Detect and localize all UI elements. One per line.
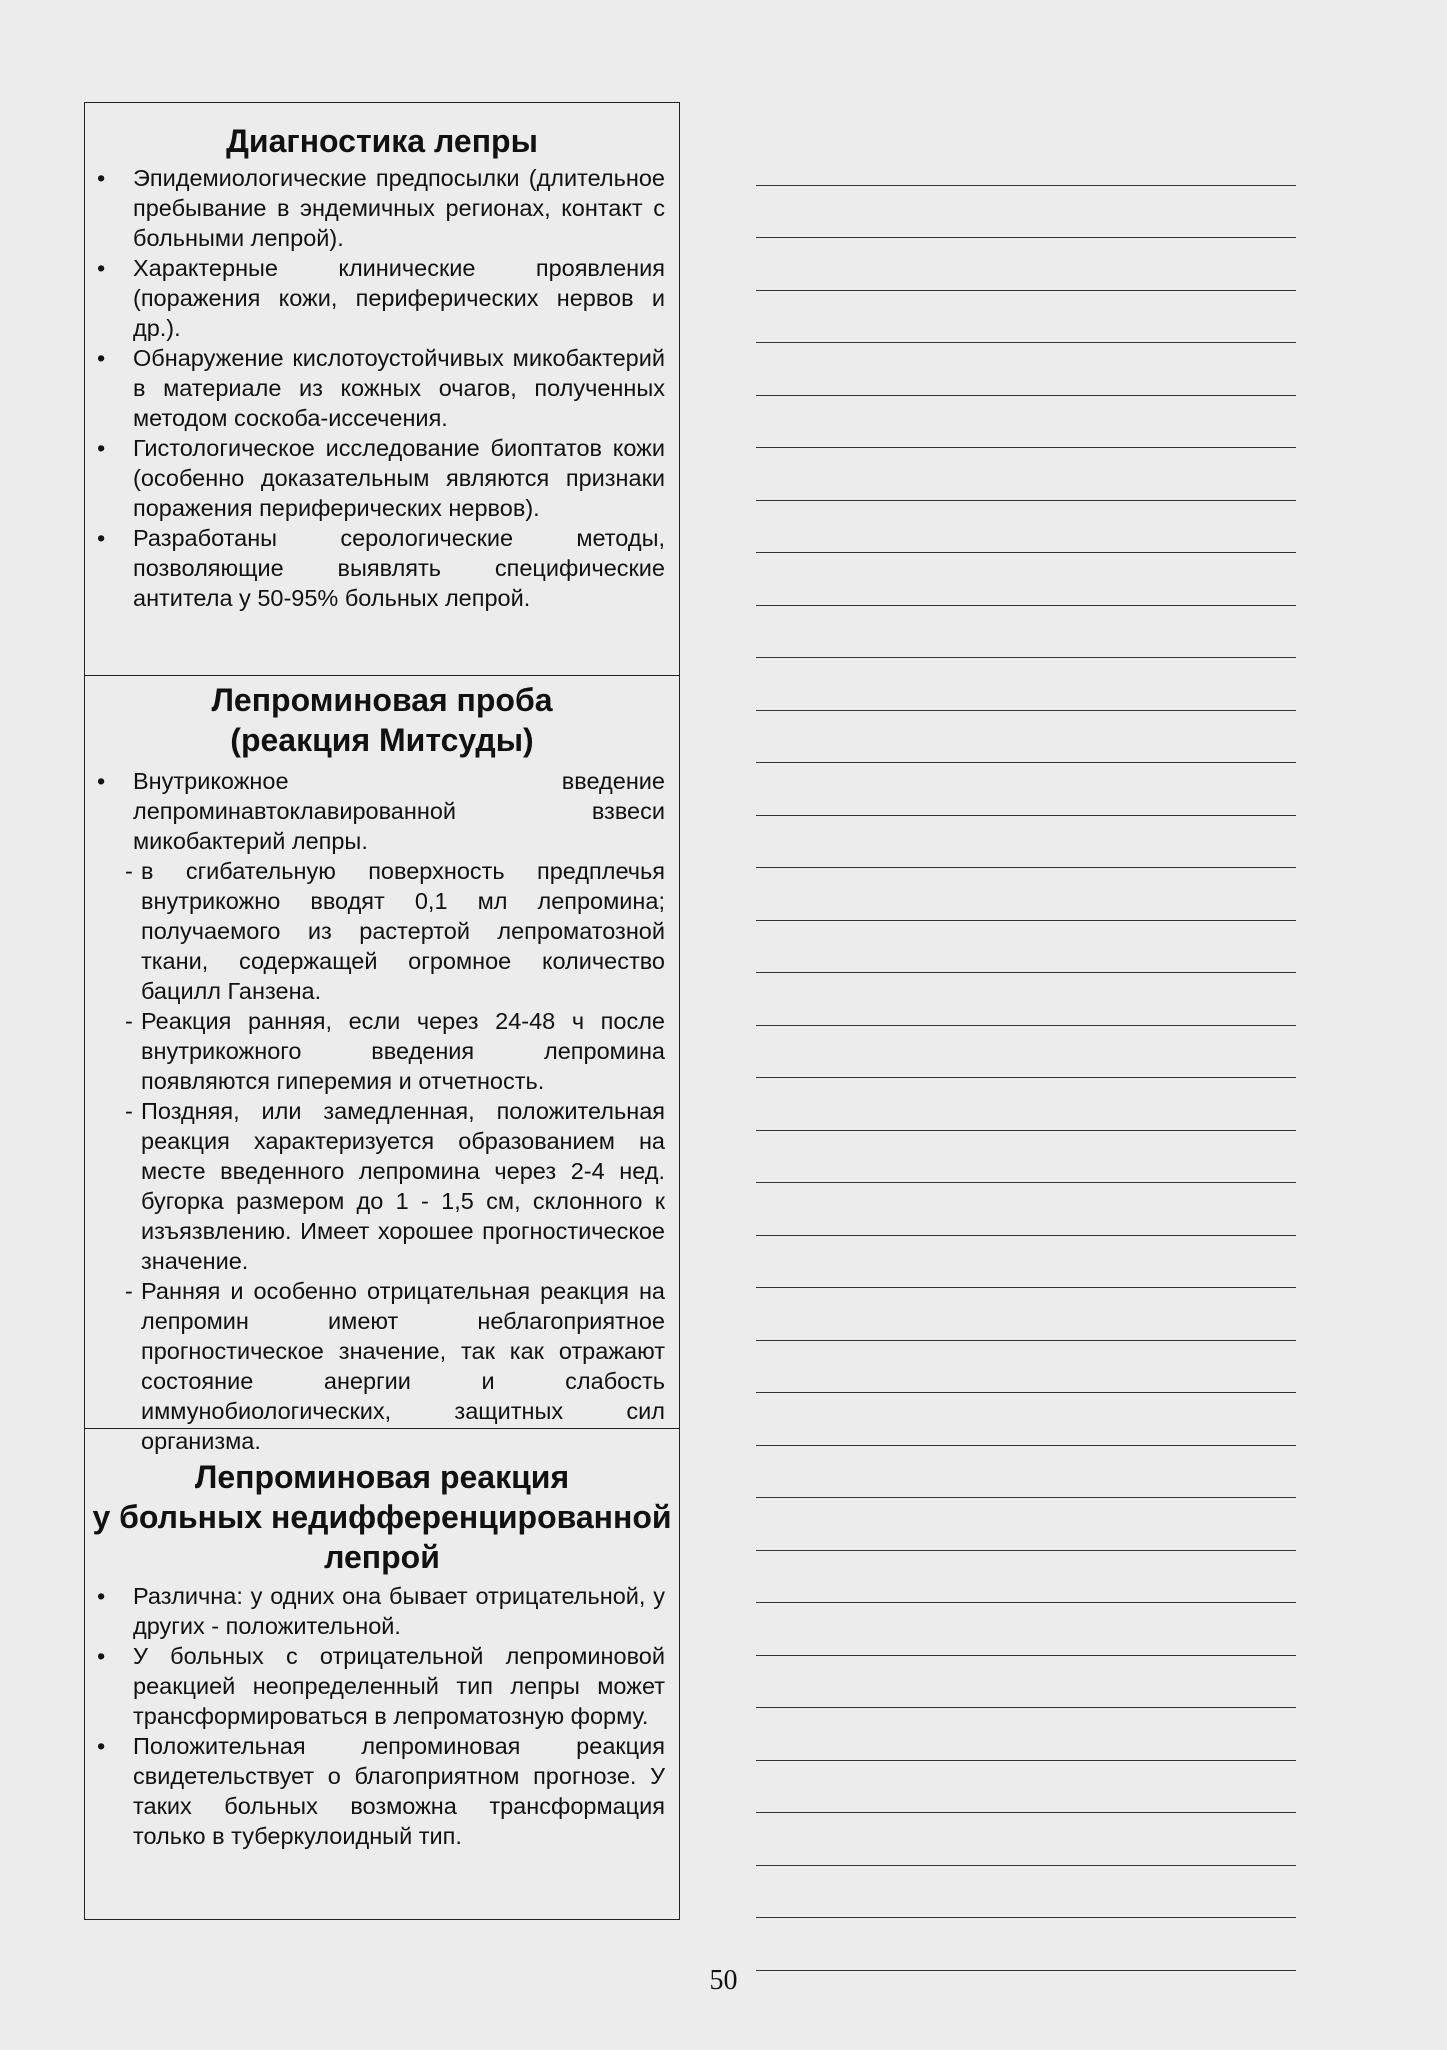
note-line <box>756 1341 1296 1394</box>
note-line <box>756 711 1296 764</box>
note-line <box>756 1131 1296 1184</box>
note-line <box>756 1551 1296 1604</box>
section-title: Лепроминовая проба (реакция Митсуды) <box>211 682 553 758</box>
note-line <box>756 553 1296 606</box>
list-item: • Характерные клинические проявления (поражения кожи, периферических нервов и др.). <box>85 253 679 343</box>
sub-list-item: - Ранняя и особенно отрицательная реакция на лепромин имеют неблагоприятное прогностическое значение, так как отражают состояние анергии и слабость иммунобиологических, защитных сил организма. <box>115 1276 679 1456</box>
note-line <box>756 1446 1296 1499</box>
note-line <box>756 238 1296 291</box>
page-number: 50 <box>709 1965 738 1996</box>
note-line <box>756 186 1296 239</box>
note-line <box>756 448 1296 501</box>
list-item: • Обнаружение кислотоустойчивых микобактерий в материале из кожных очагов, полученных методом соскоба-иссечения. <box>85 343 679 433</box>
sub-list-wrapper <box>85 856 679 1456</box>
note-line <box>756 501 1296 554</box>
section-title: Лепроминовая реакция у больных недифференцированной лепрой <box>92 1459 672 1575</box>
list-item: • У больных с отрицательной лепроминовой реакцией неопределенный тип лепры может трансформироваться в лепроматозную форму. <box>85 1641 679 1731</box>
section-leprosy-diagnosis <box>85 103 679 675</box>
note-line <box>756 1393 1296 1446</box>
note-line <box>756 1866 1296 1919</box>
note-line <box>756 921 1296 974</box>
note-line <box>756 1026 1296 1079</box>
note-line <box>756 1918 1296 1971</box>
note-line <box>756 816 1296 869</box>
note-line <box>756 133 1296 186</box>
list-item: • Гистологическое исследование биоптатов кожи (особенно доказательным являются признаки поражения периферических нервов). <box>85 433 679 523</box>
note-line <box>756 396 1296 449</box>
note-line <box>756 291 1296 344</box>
section-lepromin-test <box>85 675 679 1454</box>
sub-list-item: - Реакция ранняя, если через 24-48 ч после внутрикожного введения лепромина появляются гиперемия и отчетность. <box>115 1006 679 1096</box>
note-line <box>756 1603 1296 1656</box>
dash-list <box>115 856 679 1456</box>
notes-lines <box>756 133 1296 1971</box>
bullet-list <box>85 1581 679 1851</box>
sub-list-item: - Поздняя, или замедленная, положительная реакция характеризуется образованием на месте введенного лепромина через 2-4 нед. бугорка размером до 1 - 1,5 см, склонного к изъязвлению. Имеет хорошее прогностическое значение. <box>115 1096 679 1276</box>
note-line <box>756 1708 1296 1761</box>
note-line <box>756 1498 1296 1551</box>
list-item: • Внутрикожное введение лепроминавтоклавированной взвеси микобактерий лепры. <box>85 766 679 856</box>
note-line <box>756 973 1296 1026</box>
note-line <box>756 1656 1296 1709</box>
note-line <box>756 606 1296 659</box>
note-line <box>756 658 1296 711</box>
note-line <box>756 1078 1296 1131</box>
section-title: Диагностика лепры <box>226 123 538 159</box>
content-box <box>84 102 680 1920</box>
list-item: • Эпидемиологические предпосылки (длительное пребывание в эндемичных регионах, контакт с больными лепрой). <box>85 163 679 253</box>
sub-list-item: - в сгибательную поверхность предплечья внутрикожно вводят 0,1 мл лепромина; получаемого из растертой лепроматозной ткани, содержащей огромное количество бацилл Ганзена. <box>115 856 679 1006</box>
note-line <box>756 1183 1296 1236</box>
note-line <box>756 343 1296 396</box>
list-item: • Разработаны серологические методы, позволяющие выявлять специфические антитела у 50-95% больных лепрой. <box>85 523 679 613</box>
note-line <box>756 763 1296 816</box>
note-line <box>756 1236 1296 1289</box>
section-lepromin-reaction-undifferentiated <box>85 1428 679 1921</box>
note-line <box>756 1288 1296 1341</box>
note-line <box>756 868 1296 921</box>
note-line <box>756 1813 1296 1866</box>
bullet-list <box>85 163 679 613</box>
bullet-list <box>85 766 679 856</box>
note-line <box>756 1761 1296 1814</box>
list-item: • Положительная лепроминовая реакция свидетельствует о благоприятном прогнозе. У таких больных возможна трансформация только в туберкулоидный тип. <box>85 1731 679 1851</box>
list-item: • Различна: у одних она бывает отрицательной, у других - положительной. <box>85 1581 679 1641</box>
